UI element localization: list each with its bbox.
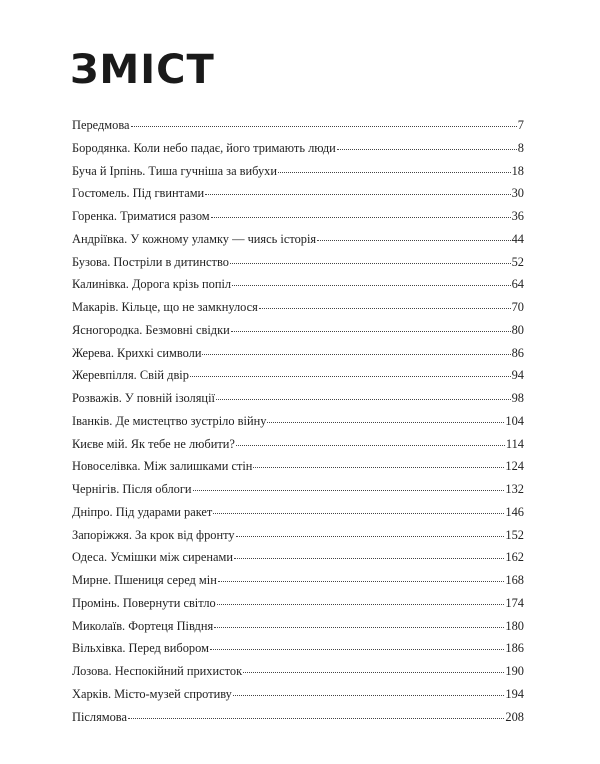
- toc-entry-title: Макарів. Кільце, що не замкнулося: [72, 300, 258, 314]
- dot-leader: [267, 422, 504, 423]
- toc-entry-title: Розважів. У повній ізоляції: [72, 391, 215, 405]
- toc-entry-title: Лозова. Неспокійний прихисток: [72, 664, 243, 678]
- toc-entry-page-number: 190: [505, 664, 524, 678]
- toc-entry-page-number: 80: [511, 322, 524, 337]
- toc-entry-page-number: 36: [511, 209, 524, 223]
- dot-leader: [232, 285, 511, 286]
- toc-entry: [72, 164, 524, 187]
- toc-entry: [72, 300, 524, 323]
- toc-entry: [72, 482, 524, 505]
- toc-entry: [72, 414, 524, 437]
- toc-entry-title: Передмова: [72, 118, 130, 132]
- dot-leader: [205, 194, 510, 195]
- toc-entry-page-number: 114: [505, 436, 524, 451]
- dot-leader: [128, 718, 504, 719]
- dot-leader: [233, 695, 505, 696]
- toc-entry-title: Одеса. Усмішки між сиренами: [72, 550, 233, 565]
- dot-leader: [259, 308, 511, 309]
- toc-entry: [72, 437, 524, 460]
- toc-entry-page-number: 104: [505, 413, 524, 428]
- toc-entry: [72, 710, 524, 733]
- dot-leader: [236, 536, 505, 537]
- toc-entry: [72, 528, 524, 551]
- dot-leader: [231, 331, 511, 332]
- toc-entry-title: Калинівка. Дорога крізь попіл: [72, 277, 232, 292]
- dot-leader: [202, 354, 510, 355]
- toc-entry-page-number: 18: [511, 163, 524, 178]
- toc-entry-title: Києве мій. Як тебе не любити?: [72, 436, 235, 451]
- page-title: ЗМІСТ: [70, 47, 215, 93]
- toc-entry-title: Запоріжжя. За крок від фронту: [72, 527, 235, 542]
- dot-leader: [214, 627, 504, 628]
- toc-entry-title: Іванків. Де мистецтво зустріло війну: [72, 413, 267, 428]
- toc-entry: [72, 368, 524, 391]
- dot-leader: [337, 149, 517, 150]
- toc-entry-title: Вільхівка. Перед вибором: [72, 641, 209, 656]
- toc-entry: [72, 619, 524, 642]
- toc-entry: [72, 391, 524, 414]
- dot-leader: [218, 581, 505, 582]
- dot-leader: [253, 467, 504, 468]
- toc-entry-title: Мирне. Пшениця серед мін: [72, 573, 217, 587]
- toc-entry: [72, 209, 524, 232]
- toc-entry: [72, 118, 524, 141]
- toc-entry-title: Жерева. Крихкі символи: [72, 345, 202, 360]
- toc-entry-title: Промінь. Повернути світло: [72, 595, 216, 610]
- toc-entry: [72, 596, 524, 619]
- toc-entry: [72, 687, 524, 710]
- toc-entry-title: Жеревпілля. Свій двір: [72, 368, 189, 383]
- toc-entry-page-number: 132: [505, 482, 524, 496]
- toc-entry-title: Горенка. Триматися разом: [72, 209, 210, 223]
- toc-entry-page-number: 124: [505, 459, 524, 474]
- toc-entry: [72, 641, 524, 664]
- toc-entry-page-number: 152: [505, 527, 524, 542]
- toc-entry: [72, 664, 524, 687]
- toc-entry-title: Ясногородка. Безмовні свідки: [72, 322, 230, 337]
- dot-leader: [230, 263, 511, 264]
- toc-entry: [72, 346, 524, 369]
- toc-entry-page-number: 7: [517, 118, 524, 132]
- dot-leader: [278, 172, 511, 173]
- dot-leader: [211, 217, 511, 218]
- toc-entry-page-number: 70: [511, 300, 524, 314]
- toc-entry-page-number: 208: [505, 709, 524, 724]
- toc-entry-page-number: 168: [505, 573, 524, 587]
- toc-entry-title: Бузова. Постріли в дитинство: [72, 254, 229, 269]
- toc-entry: [72, 550, 524, 573]
- dot-leader: [217, 604, 505, 605]
- toc-entry-title: Дніпро. Під ударами ракет: [72, 504, 213, 519]
- toc-entry-title: Новоселівка. Між залишками стін: [72, 459, 253, 474]
- toc-entry: [72, 323, 524, 346]
- toc-entry-page-number: 186: [505, 641, 524, 656]
- toc-entry: [72, 232, 524, 255]
- toc-entry-title: Андріївка. У кожному уламку — чиясь історія: [72, 231, 317, 246]
- toc-entry-page-number: 174: [505, 595, 524, 610]
- toc-entry-title: Харків. Місто-музей спротиву: [72, 686, 232, 701]
- toc-entry: [72, 255, 524, 278]
- toc-entry: [72, 141, 524, 164]
- toc-entry-title: Буча й Ірпінь. Тиша гучніша за вибухи: [72, 163, 278, 178]
- dot-leader: [243, 672, 504, 673]
- toc-entry: [72, 277, 524, 300]
- toc-entry: [72, 186, 524, 209]
- dot-leader: [213, 513, 504, 514]
- toc-entry: [72, 505, 524, 528]
- dot-leader: [210, 649, 504, 650]
- dot-leader: [190, 376, 511, 377]
- toc-entry-page-number: 86: [511, 345, 524, 360]
- toc-entry-page-number: 30: [511, 186, 524, 201]
- dot-leader: [131, 126, 517, 127]
- dot-leader: [236, 445, 505, 446]
- toc-entry-page-number: 64: [511, 277, 524, 292]
- toc-entry-title: Чернігів. Після облоги: [72, 482, 192, 496]
- toc-entry-page-number: 8: [517, 140, 524, 155]
- toc-entry-page-number: 180: [505, 618, 524, 633]
- toc-entry-page-number: 146: [505, 504, 524, 519]
- table-of-contents: [72, 118, 524, 732]
- toc-entry-page-number: 94: [511, 368, 524, 383]
- toc-entry-title: Бородянка. Коли небо падає, його тримають люди: [72, 140, 336, 155]
- dot-leader: [193, 490, 505, 491]
- dot-leader: [216, 399, 511, 400]
- toc-entry-page-number: 52: [511, 254, 524, 269]
- toc-entry: [72, 573, 524, 596]
- toc-entry-title: Миколаїв. Фортеця Півдня: [72, 618, 214, 633]
- dot-leader: [317, 240, 511, 241]
- toc-entry-page-number: 162: [505, 550, 524, 565]
- toc-entry: [72, 459, 524, 482]
- toc-entry-page-number: 98: [511, 391, 524, 405]
- dot-leader: [234, 558, 504, 559]
- toc-entry-title: Гостомель. Під гвинтами: [72, 186, 205, 201]
- toc-entry-page-number: 44: [511, 231, 524, 246]
- toc-entry-title: Післямова: [72, 709, 127, 724]
- toc-entry-page-number: 194: [505, 686, 524, 701]
